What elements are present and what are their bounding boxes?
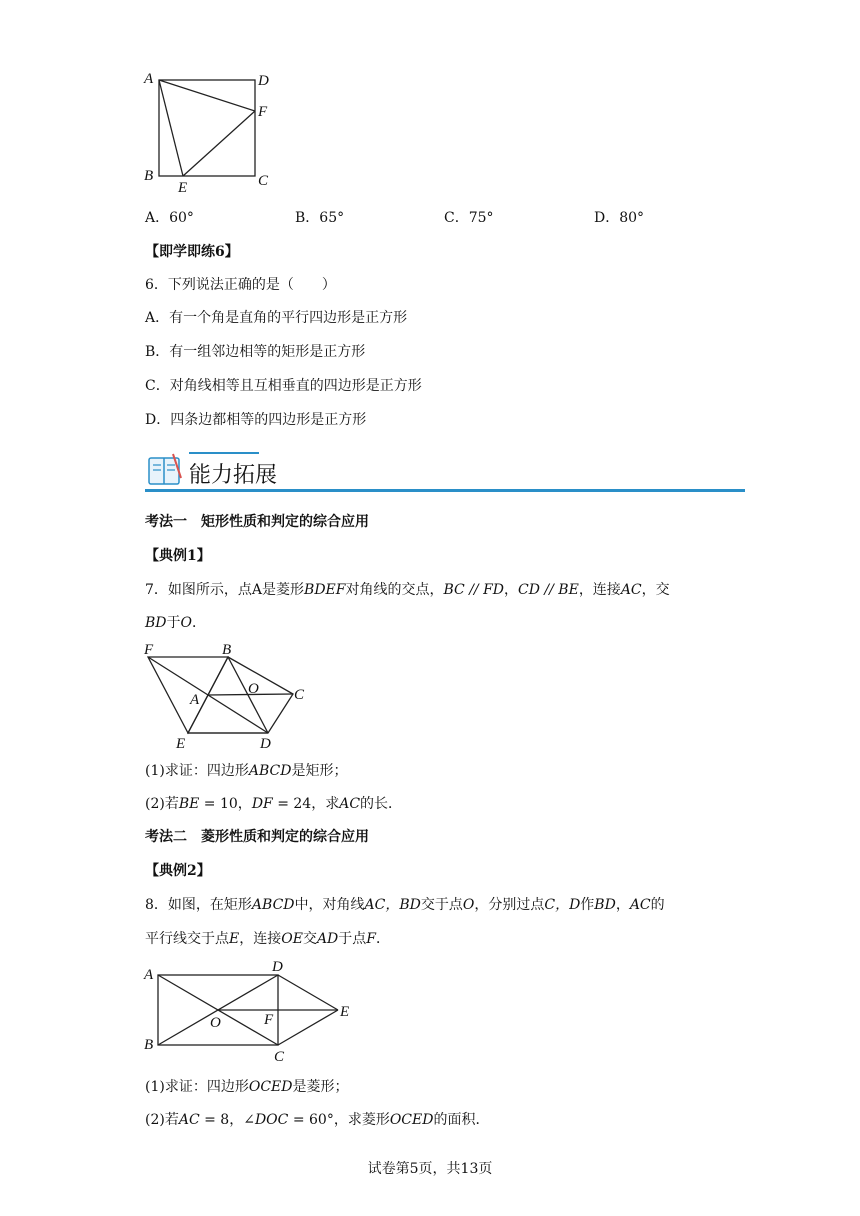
q6-stem: 6．下列说法正确的是（ ） [145, 277, 336, 293]
q7-stem-line2: BD于O． [145, 615, 206, 631]
q5-option-c: C．75° [444, 210, 494, 226]
label-C: C [258, 173, 269, 189]
rhombus-figure [140, 640, 320, 755]
example1-heading: 【典例1】 [145, 548, 211, 564]
label-F: F [258, 104, 268, 120]
q6-option-a: A．有一个角是直角的平行四边形是正方形 [145, 310, 408, 326]
q7-sub1: (1)求证：四边形ABCD是矩形； [145, 763, 348, 779]
example2-heading: 【典例2】 [145, 863, 211, 879]
banner-bottom-rule [145, 489, 745, 492]
q5-option-d: D．80° [594, 210, 645, 226]
label-O: O [210, 1015, 221, 1031]
q6-option-c: C．对角线相等且互相垂直的四边形是正方形 [145, 378, 422, 394]
page-footer: 试卷第5页，共13页 [367, 1161, 493, 1177]
section-title: 能力拓展 [189, 463, 278, 488]
method1-title: 考法一 矩形性质和判定的综合应用 [145, 514, 369, 530]
practice6-heading: 【即学即练6】 [145, 244, 239, 260]
book-icon [145, 452, 185, 490]
label-C: C [294, 687, 305, 703]
label-D: D [258, 73, 269, 89]
label-B: B [144, 1037, 154, 1053]
label-F: F [144, 642, 154, 658]
label-E: E [340, 1004, 350, 1020]
label-E: E [178, 180, 188, 196]
label-F: F [264, 1012, 274, 1028]
label-D: D [260, 736, 271, 752]
q5-option-b: B．65° [295, 210, 345, 226]
q7-stem-line1: 7．如图所示，点A是菱形BDEF对角线的交点，BC // FD，CD // BE，连接AC，交 [145, 582, 670, 598]
square-figure [140, 68, 280, 196]
label-A: A [144, 967, 154, 983]
label-E: E [176, 736, 186, 752]
label-A: A [144, 71, 154, 87]
label-C: C [274, 1049, 285, 1065]
label-B: B [144, 168, 154, 184]
q8-sub1: (1)求证：四边形OCED是菱形； [145, 1079, 349, 1095]
method2-title: 考法二 菱形性质和判定的综合应用 [145, 829, 369, 845]
label-B: B [222, 642, 232, 658]
banner-top-rule [189, 452, 259, 454]
label-D: D [272, 959, 283, 975]
q8-stem-line2: 平行线交于点E，连接OE交AD于点F． [145, 931, 390, 947]
rectangle-rhombus-figure [140, 957, 360, 1067]
label-A: A [190, 692, 200, 708]
q8-stem-line1: 8．如图，在矩形ABCD中，对角线AC，BD交于点O，分别过点C，D作BD，AC的 [145, 897, 665, 913]
q6-option-b: B．有一组邻边相等的矩形是正方形 [145, 344, 366, 360]
q7-sub2: (2)若BE = 10，DF = 24，求AC的长． [145, 796, 403, 812]
label-O: O [248, 681, 259, 697]
q5-option-a: A．60° [145, 210, 194, 226]
q8-sub2: (2)若AC = 8，∠DOC = 60°，求菱形OCED的面积． [145, 1112, 490, 1128]
q6-option-d: D．四条边都相等的四边形是正方形 [145, 412, 367, 428]
section-banner [145, 450, 745, 494]
